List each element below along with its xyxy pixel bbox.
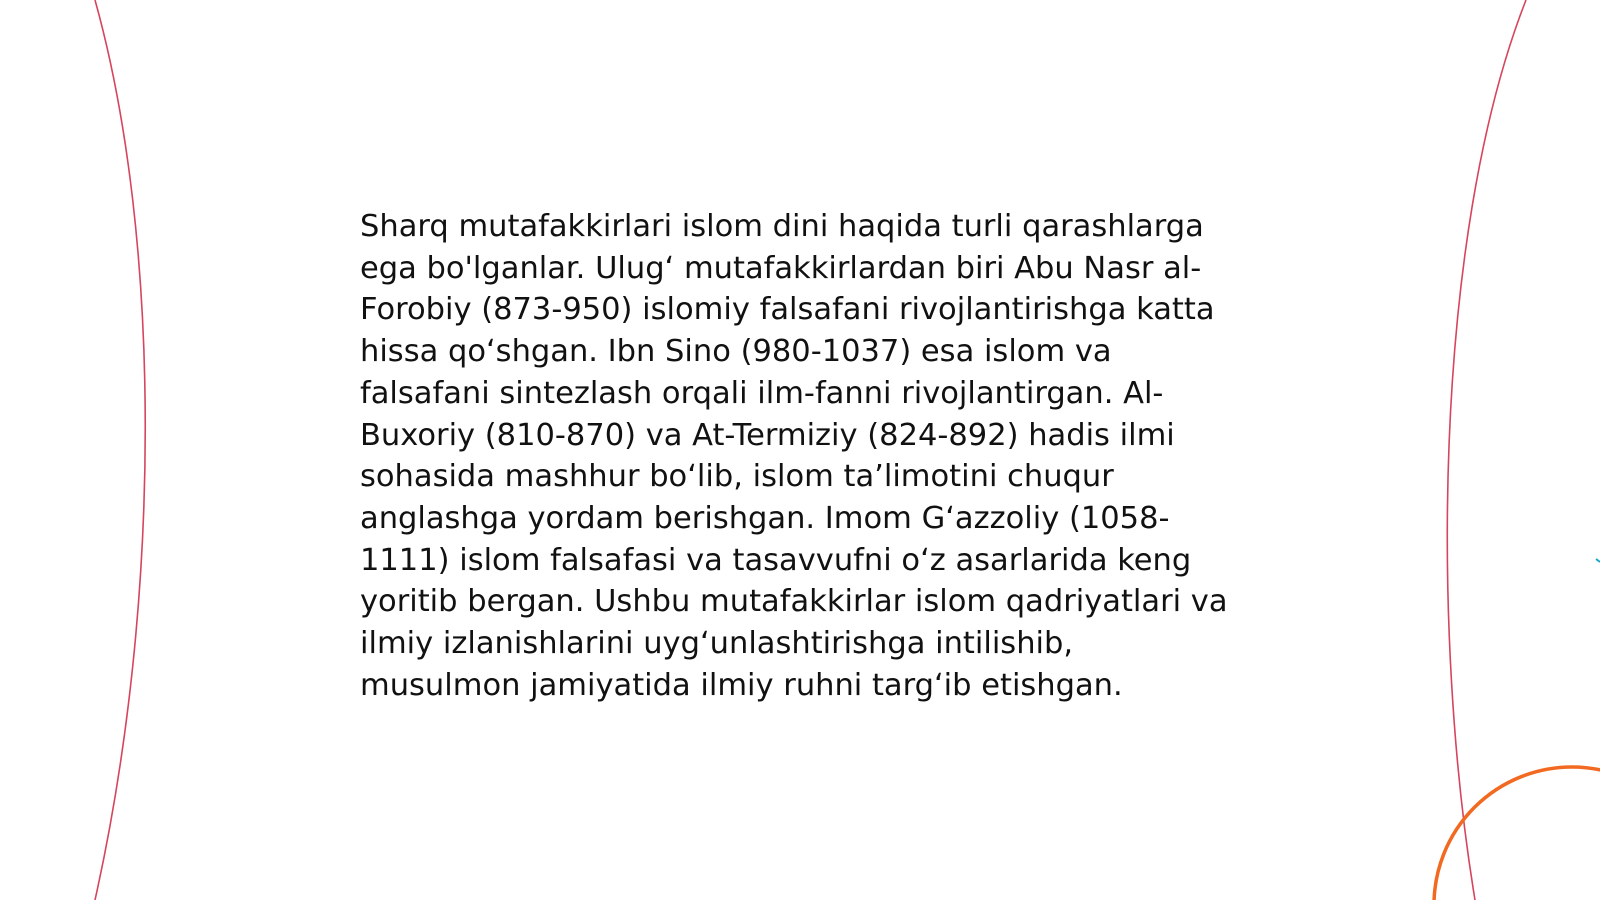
accent-mark-decoration <box>1596 559 1600 562</box>
right-arc-decoration <box>1447 0 1526 900</box>
corner-circle-decoration <box>1434 767 1600 900</box>
left-arc-decoration <box>95 0 145 900</box>
body-paragraph: Sharq mutafakkirlari islom dini haqida turli qarashlarga ega bo'lganlar. Ulug‘ mutafakkirlardan biri Abu Nasr al-Forobiy (873-950) islomiy falsafani rivojlantirishga katta hissa qo‘shgan. Ibn Sino (980-1037) esa islom va falsafani sintezlash orqali ilm-fanni rivojlantirgan. Al-Buxoriy (810-870) va At-Termiziy (824-892) hadis ilmi sohasida mashhur bo‘lib, islom ta’limotini chuqur anglashga yordam berishgan. Imom G‘azzoliy (1058-1111) islom falsafasi va tasavvufni o‘z asarlarida keng yoritib bergan. Ushbu mutafakkirlar islom qadriyatlari va ilmiy izlanishlarini uyg‘unlashtirishga intilishib, musulmon jamiyatida ilmiy ruhni targ‘ib etishgan. <box>360 209 1228 703</box>
main-text-block <box>360 206 1240 706</box>
